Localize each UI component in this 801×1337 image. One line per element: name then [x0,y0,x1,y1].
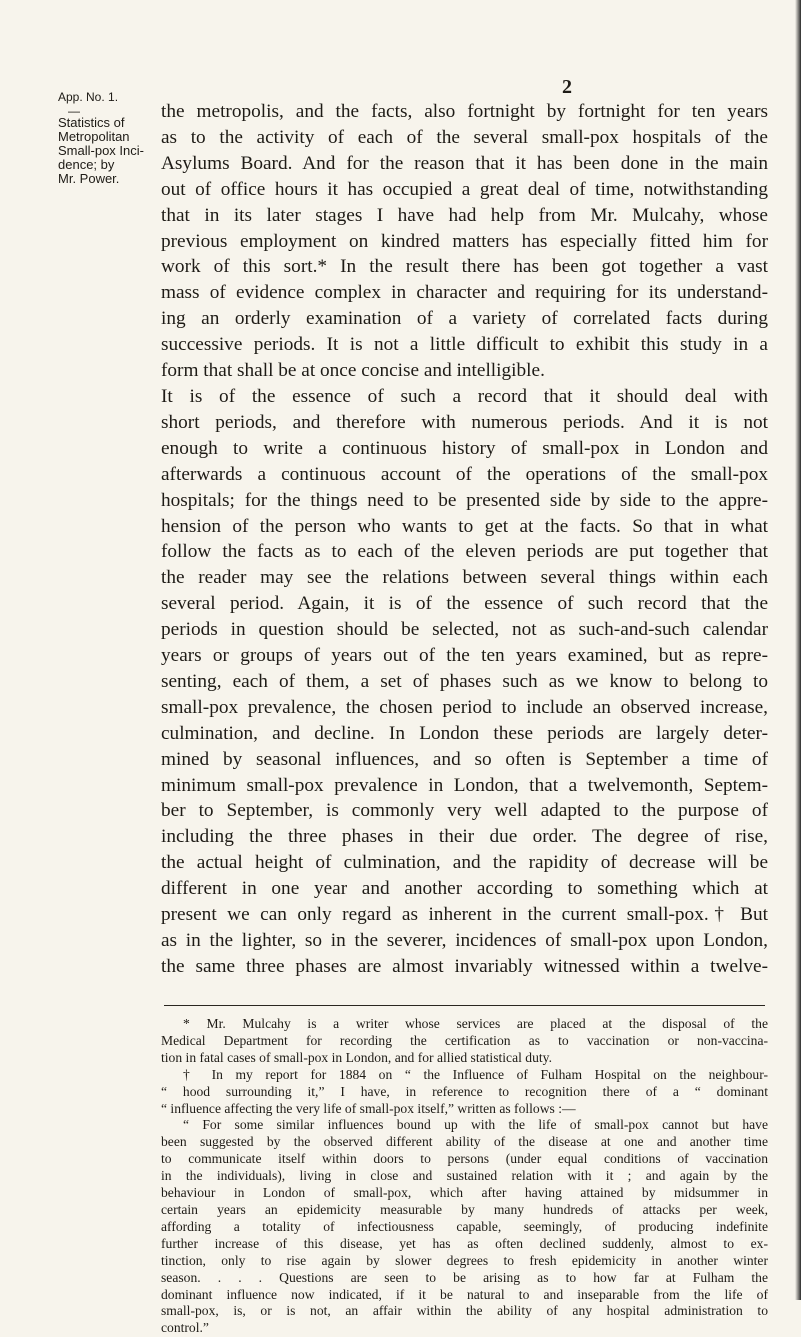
footnote-line: tion in fatal cases of small-pox in London, and for allied statistical duty. [161,1049,552,1065]
body-line: as in the lighter, so in the severer, incidences of small-pox upon London, [161,930,768,951]
body-line: afterwards a continuous account of the operations of the small-pox [161,463,768,485]
body-line: work of this sort.* In the result there has been got together a vast [161,256,768,278]
margin-dash: — [68,104,80,118]
body-line: the metropolis, and the facts, also fortnight by fortnight for ten years [161,101,768,122]
footnote-rule [164,1005,765,1006]
body-line: enough to write a continuous history of small-pox in London and [161,437,768,459]
body-line: previous employment on kindred matters has especially fitted him for [161,230,768,252]
footnote-line: * Mr. Mulcahy is a writer whose services are placed at the disposal of the [183,1016,768,1031]
body-line: including the three phases in their due order. The degree of rise, [161,826,768,848]
body-line: out of office hours it has occupied a great deal of time, notwithstanding [161,178,768,200]
body-line: successive periods. It is not a little difficult to exhibit this study in a [161,334,768,356]
body-line: the actual height of culmination, and the rapidity of decrease will be [161,852,768,874]
body-line: small-pox prevalence, the chosen period to include an observed increase, [161,696,768,718]
body-line: as to the activity of each of the several small-pox hospitals of the [161,126,768,148]
footnote-line: “ hood surrounding it,” I have, in reference to recognition there of a “ dominant [161,1083,768,1099]
body-text [161,99,768,980]
body-line: follow the facts as to each of the eleven periods are put together that [161,541,768,563]
footnote-line: “ influence affecting the very life of small-pox itself,” written as follows :— [161,1100,576,1116]
footnote-line: further increase of this disease, yet has as often declined suddenly, almost to ex- [161,1235,768,1251]
body-line: periods in question should be selected, not as such-and-such calendar [161,619,768,641]
body-line: senting, each of them, a set of phases such as we know to belong to [161,670,768,692]
appendix-number: App. No. 1. [58,90,119,104]
margin-note-line: Small-pox Inci- [58,143,144,158]
footnote-line: control.” [161,1320,209,1336]
body-line: ing an orderly examination of a variety of correlated facts during [161,308,768,330]
body-line: years or groups of years out of the ten years examined, but as repre- [161,645,768,667]
body-line: hospitals; for the things need to be presented side by side to the appre- [161,489,768,511]
footnote-line: season. . . . Questions are seen to be arising as to how far at Fulham the [161,1269,768,1285]
footnote-line: “ For some similar influences bound up with the life of small-pox cannot but have [183,1117,768,1133]
body-line: form that shall be at once concise and intelligible. [161,360,545,382]
footnote-line: dominant influence now indicated, if it be natural to and inseparable from the life of [161,1286,768,1302]
body-line: different in one year and another according to something which at [161,878,768,900]
footnote-line: certain years an epidemicity measurable by many hundreds of attacks per week, [161,1201,768,1217]
footnote-line: been suggested by the observed different ability of the disease at one and another time [161,1134,768,1150]
footnote-line: small-pox, is, or is not, an affair within the ability of any hospital administration to [161,1303,768,1319]
margin-note [58,90,150,186]
body-line: culmination, and decline. In London these periods are largely deter- [161,722,768,744]
margin-note-line: Mr. Power. [58,171,120,186]
body-line: ber to September, is commonly very well adapted to the purpose of [161,800,768,822]
footnotes [161,1016,768,1337]
body-line: It is of the essence of such a record that it should deal with [161,385,768,407]
body-line: short periods, and therefore with numerous periods. And it is not [161,411,768,433]
body-line: the reader may see the relations between several things within each [161,567,768,589]
footnote-line: † In my report for 1884 on “ the Influence of Fulham Hospital on the neighbour- [183,1066,768,1082]
body-line: minimum small-pox prevalence in London, that a twelvemonth, Septem- [161,774,768,796]
footnote-line: to communicate itself within doors to persons (under equal conditions of vaccination [161,1151,768,1167]
margin-note-line: Metropolitan [58,129,130,144]
body-line: mass of evidence complex in character and requiring for its understand- [161,282,768,304]
page-edge-shadow [795,0,801,1300]
footnote-line: affording a totality of infectiousness capable, seemingly, of producing indefinite [161,1218,768,1234]
body-line: mined by seasonal influences, and so often is September a time of [161,748,768,770]
footnote-line: in the individuals), living in close and sustained relation with it ; and again by the [161,1168,768,1184]
body-line: several period. Again, it is of the essence of such record that the [161,593,768,615]
footnote-line: behaviour in London of small-pox, which after having attained by midsummer in [161,1185,768,1201]
footnote-line: Medical Department for recording the certification as to vaccination or non-vaccina- [161,1032,768,1048]
footnote-line: tinction, only to rise again by slower degrees to fresh epidemicity in another winter [161,1252,768,1268]
body-line: hension of the person who wants to get at the facts. So that in what [161,515,768,537]
page-number: 2 [562,76,572,98]
body-line: that in its later stages I have had help from Mr. Mulcahy, whose [161,204,768,226]
margin-note-line: dence; by [58,157,115,172]
body-line: Asylums Board. And for the reason that it has been done in the main [161,152,768,174]
body-line: present we can only regard as inherent in the current small-pox.† But [161,904,768,926]
body-line: the same three phases are almost invariably witnessed within a twelve- [161,955,768,977]
margin-note-line: Statistics of [58,115,125,130]
